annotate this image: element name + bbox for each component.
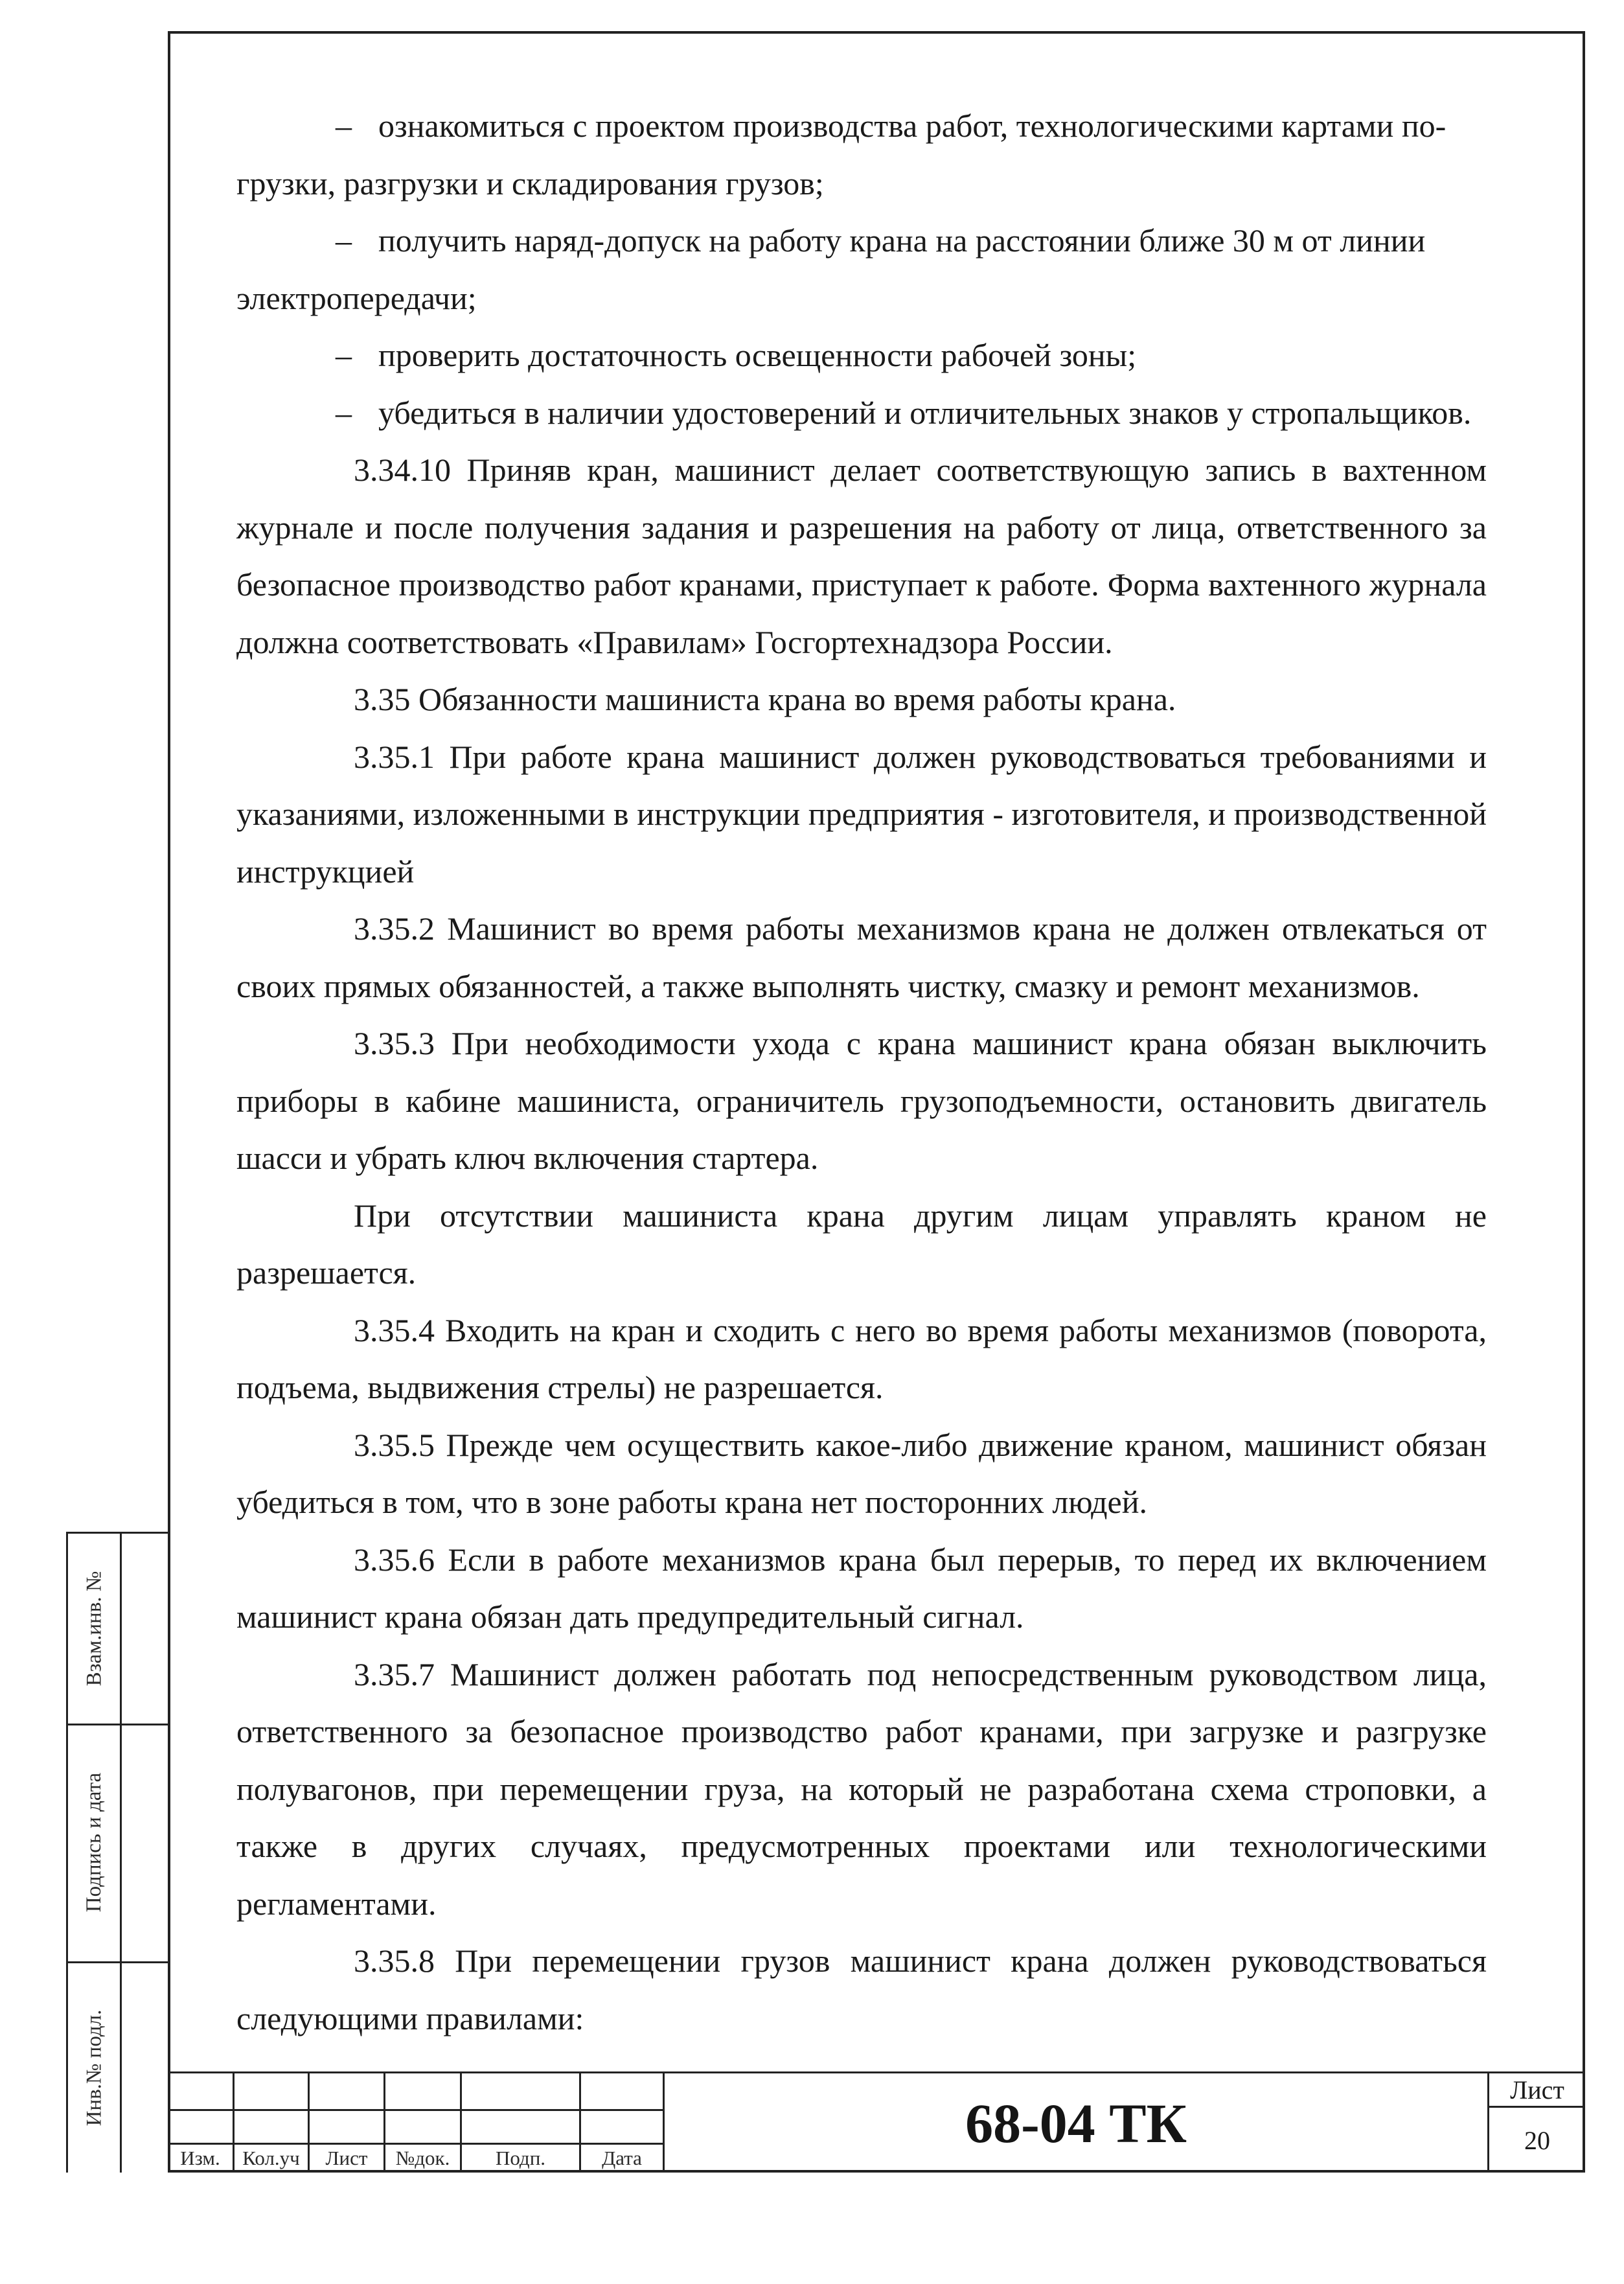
inv-original-cell	[73, 1961, 116, 2174]
list-item-text: ознакомиться с проектом производства работ, технологическими картами по-	[378, 108, 1447, 144]
paragraph: 3.35.4 Входить на кран и сходить с него во время работы механизмов (поворота, подъема, выдвижения стрелы) не разрешается.	[236, 1311, 1487, 1405]
inv-replace-cell	[73, 1534, 116, 1724]
col-signature: Подп.	[495, 2147, 546, 2169]
paragraph: 3.35.2 Машинист во время работы механизмов крана не должен отвлекаться от своих прямых обязанностей, а также выполнять чистку, смазку и ремонт механизмов.	[236, 910, 1487, 1004]
paragraph	[236, 327, 1487, 384]
sheet-label: Лист	[1489, 2073, 1585, 2108]
paragraph: 3.35.1 При работе крана машинист должен руководствоваться требованиями и указаниями, изложенными в инструкции предприятия - изготовителя, и производственной инструкцией	[236, 738, 1487, 890]
col-quantity: Кол.уч	[242, 2147, 300, 2169]
signature-date-label: Подпись и дата	[82, 1772, 106, 1913]
list-item-text: проверить достаточность освещенности рабочей зоны;	[378, 337, 1137, 373]
document-code: 68-04 ТК	[965, 2092, 1187, 2154]
paragraph: 3.35.8 При перемещении грузов машинист крана должен руководствоваться следующими правилами:	[236, 1943, 1487, 2036]
sheet-number: 20	[1524, 2125, 1550, 2155]
paragraph: 3.35 Обязанности машиниста крана во время работы крана.	[354, 681, 1176, 717]
list-dash: –	[336, 394, 352, 431]
paragraph: грузки, разгрузки и складирования грузов;	[236, 165, 824, 202]
body-text	[236, 97, 1487, 2047]
paragraph: электропередачи;	[236, 279, 477, 316]
inv-replace-label: Взам.инв. №	[82, 1571, 106, 1687]
list-item-text: убедиться в наличии удостоверений и отличительных знаков у стропальщиков.	[378, 394, 1472, 431]
side-stamp	[66, 1532, 168, 2173]
col-sheet: Лист	[325, 2147, 368, 2169]
revision-table	[168, 2073, 663, 2173]
inv-original-label: Инв.№ подл.	[82, 2009, 106, 2127]
paragraph: При отсутствии машиниста крана другим лицам управлять краном не разрешается.	[236, 1197, 1487, 1291]
paragraph: 3.34.10 Приняв кран, машинист делает соответствующую запись в вахтенном журнале и после получения задания и разрешения на работу от лица, ответственного за безопасное производство работ кранами, приступает к работе. Форма вахтенного журнала должна соответствовать «Правилам» Госгортехнадзора России.	[236, 452, 1487, 660]
col-change: Изм.	[180, 2147, 220, 2169]
list-dash: –	[336, 222, 352, 259]
sheet-box	[1487, 2073, 1585, 2173]
side-stamp-divider	[120, 1534, 122, 2173]
list-dash: –	[336, 337, 352, 373]
paragraph: 3.35.7 Машинист должен работать под непосредственным руководством лица, ответственного за безопасное производство работ кранами, при загрузке и разгрузке полувагонов, при перемещении груза, на который не разработана схема строповки, а также в других случаях, предусмотренных проектами или технологическими регламентами.	[236, 1655, 1487, 1922]
list-item-text: получить наряд-допуск на работу крана на расстоянии ближе 30 м от линии	[378, 222, 1426, 259]
paragraph	[236, 97, 1487, 155]
list-dash: –	[336, 108, 352, 144]
title-block	[168, 2071, 1585, 2173]
col-date: Дата	[602, 2147, 642, 2169]
revision-row-line	[168, 2109, 663, 2111]
paragraph: 3.35.3 При необходимости ухода с крана машинист крана обязан выключить приборы в кабине машиниста, ограничитель грузоподъемности, остановить двигатель шасси и убрать ключ включения стартера.	[236, 1025, 1487, 1176]
paragraph	[236, 384, 1487, 442]
paragraph: 3.35.5 Прежде чем осуществить какое-либо движение краном, машинист обязан убедиться в том, что в зоне работы крана нет посторонних людей.	[236, 1426, 1487, 1520]
paragraph	[236, 212, 1487, 270]
paragraph: 3.35.6 Если в работе механизмов крана был перерыв, то перед их включением машинист крана обязан дать предупредительный сигнал.	[236, 1541, 1487, 1635]
signature-date-cell	[73, 1724, 116, 1961]
col-doc-number: №док.	[395, 2147, 450, 2169]
